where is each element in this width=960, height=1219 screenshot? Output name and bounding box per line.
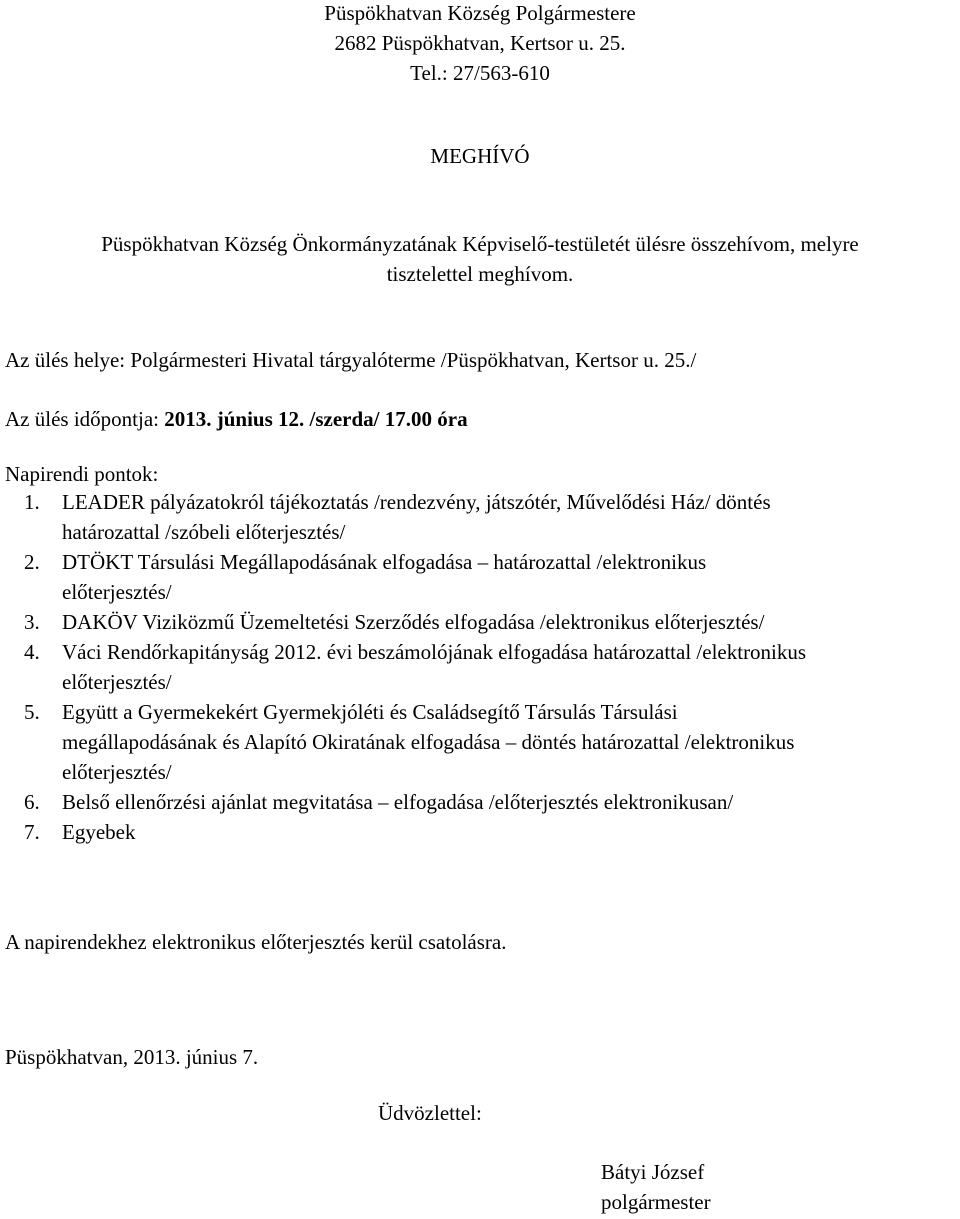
agenda-heading: Napirendi pontok:	[5, 462, 159, 486]
invitation-intro	[0, 229, 960, 289]
attachment-note: A napirendekhez elektronikus előterjesztés kerül csatolásra.	[5, 930, 507, 954]
signature-block	[601, 1157, 711, 1217]
agenda-item-text: Belső ellenőrzési ajánlat megvitatása – elfogadása /előterjesztés elektronikusan/	[62, 790, 734, 814]
meeting-location-value: Polgármesteri Hivatal tárgyalóterme /Püspökhatvan, Kertsor u. 25./	[130, 348, 697, 372]
letterhead	[0, 0, 960, 88]
agenda-item-text: Váci Rendőrkapitányság 2012. évi beszámolójának elfogadása határozattal /elektronikus	[62, 640, 807, 664]
meeting-time	[5, 404, 468, 434]
agenda-item-2	[5, 547, 960, 607]
agenda-item-text: LEADER pályázatokról tájékoztatás /rendezvény, játszótér, Művelődési Ház/ döntés	[62, 490, 771, 514]
agenda-item-text: előterjesztés/	[62, 760, 172, 784]
agenda-item-text: Együtt a Gyermekekért Gyermekjóléti és Családsegítő Társulás Társulási	[62, 700, 678, 724]
agenda-item-text: Egyebek	[62, 820, 136, 844]
agenda-item-text: DTÖKT Társulási Megállapodásának elfogadása – határozattal /elektronikus	[62, 550, 707, 574]
agenda-item-7	[5, 817, 960, 847]
agenda-item-1	[5, 487, 960, 547]
agenda-item-text: DAKÖV Viziközmű Üzemeltetési Szerződés elfogadása /elektronikus előterjesztés/	[62, 610, 765, 634]
meeting-location-label: Az ülés helye:	[5, 348, 126, 372]
greeting: Üdvözlettel:	[378, 1101, 482, 1125]
agenda-item-number: 2.	[24, 550, 40, 574]
agenda-item-number: 5.	[24, 700, 40, 724]
place-date: Püspökhatvan, 2013. június 7.	[5, 1045, 259, 1069]
agenda-item-text: előterjesztés/	[62, 670, 172, 694]
agenda-list	[5, 487, 960, 847]
meeting-time-label: Az ülés időpontja:	[5, 407, 159, 431]
letterhead-phone: Tel.: 27/563-610	[410, 61, 550, 85]
intro-line-1: Püspökhatvan Község Önkormányzatának Képviselő-testületét ülésre összehívom, melyre	[101, 232, 859, 256]
agenda-item-number: 7.	[24, 820, 40, 844]
agenda-item-number: 3.	[24, 610, 40, 634]
agenda-item-text: megállapodásának és Alapító Okiratának elfogadása – döntés határozattal /elektronikus	[62, 730, 795, 754]
letterhead-address: 2682 Püspökhatvan, Kertsor u. 25.	[334, 31, 626, 55]
document-title: MEGHÍVÓ	[430, 144, 530, 168]
agenda-item-6	[5, 787, 960, 817]
intro-line-2: tisztelettel meghívom.	[386, 262, 574, 286]
agenda-item-number: 6.	[24, 790, 40, 814]
meeting-location	[5, 345, 696, 375]
letterhead-org: Püspökhatvan Község Polgármestere	[324, 1, 636, 25]
agenda-item-4	[5, 637, 960, 697]
agenda-item-number: 1.	[24, 490, 40, 514]
agenda-item-text: határozattal /szóbeli előterjesztés/	[62, 520, 346, 544]
agenda-item-5	[5, 697, 960, 787]
meeting-time-value: 2013. június 12. /szerda/ 17.00 óra	[164, 407, 468, 431]
agenda-item-number: 4.	[24, 640, 40, 664]
signatory-name: Bátyi József	[601, 1160, 705, 1184]
agenda-item-text: előterjesztés/	[62, 580, 172, 604]
agenda-item-3	[5, 607, 960, 637]
signatory-role: polgármester	[601, 1190, 711, 1214]
